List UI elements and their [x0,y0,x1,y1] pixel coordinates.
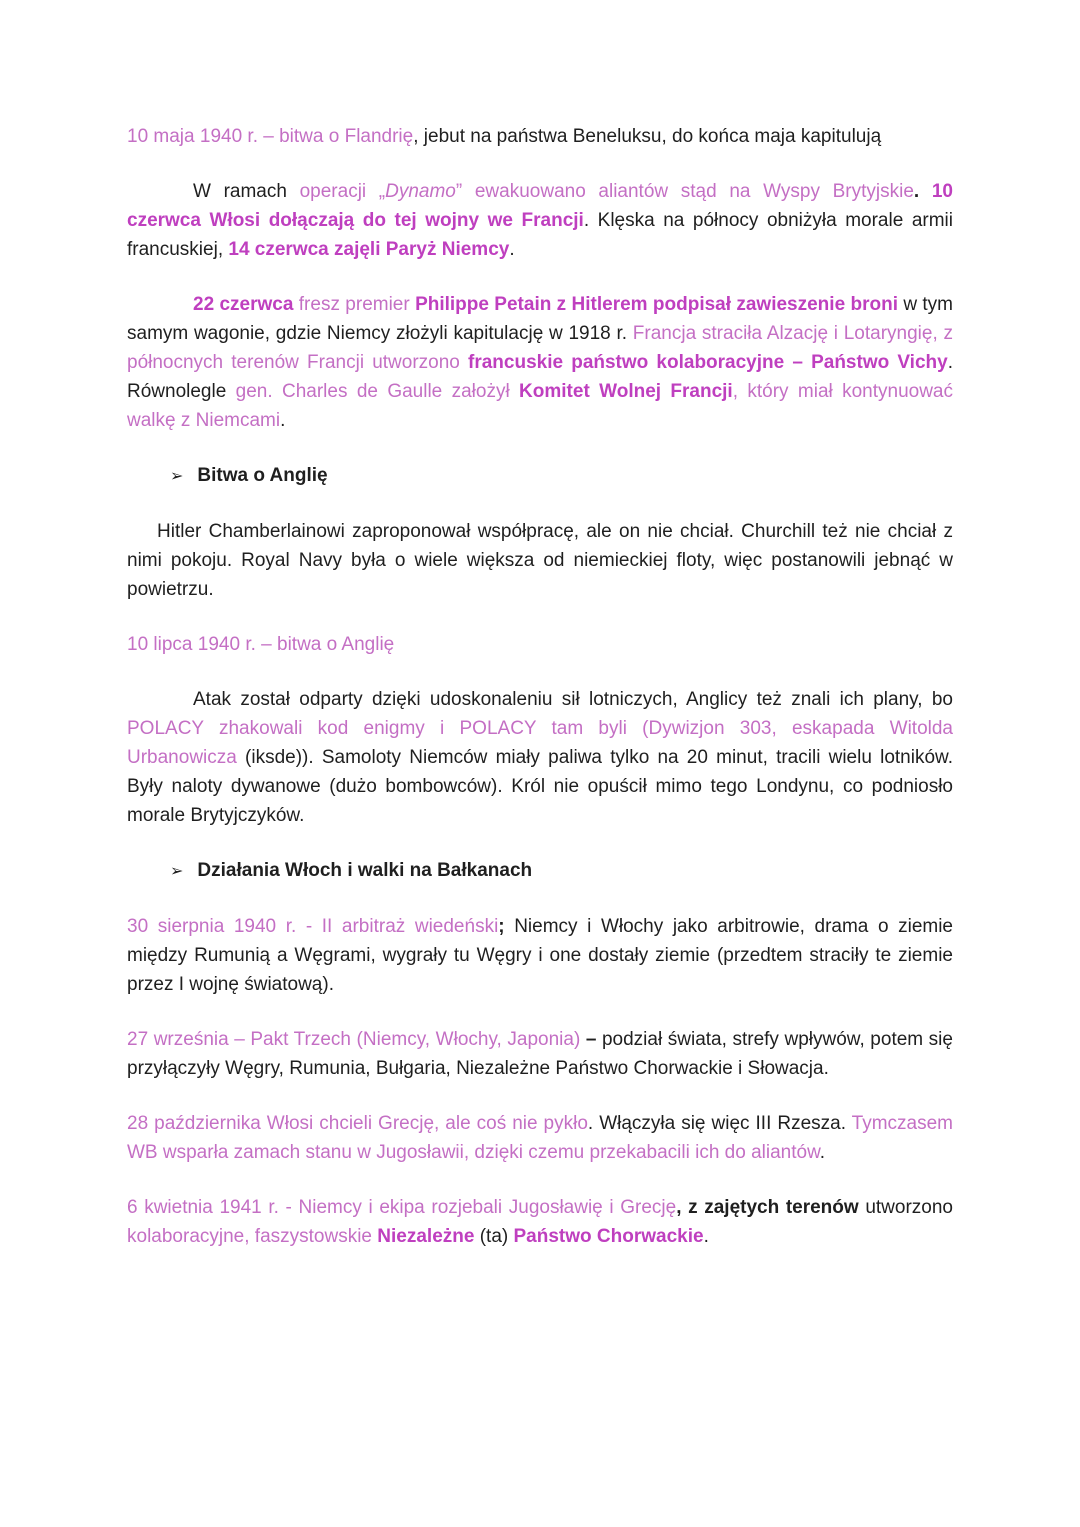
text-run: Niezależne [377,1226,480,1247]
text-run: . Klęska na północy obniżyła morale armii francuskiej, [127,210,953,260]
text-run: , jebut na państwa Beneluksu, do końca maja kapitulują [413,126,882,147]
text-run: 10 czerwca Włosi dołączają do tej wojny we Francji [127,181,953,231]
paragraph [127,177,953,264]
paragraph [127,1025,953,1083]
text-run: Działania Włoch i walki na Bałkanach [197,860,533,881]
text-run: 6 kwietnia 1941 r. - Niemcy i ekipa rozjebali Jugosławię i Grecję [127,1197,677,1218]
text-run: fresz premier [298,294,416,315]
text-run: . Włączyła się więc III Rzesza. [587,1113,852,1134]
text-run: . Równolegle [127,352,953,402]
paragraph [127,1193,953,1251]
text-run: Dynamo [385,181,456,202]
text-run: Tymczasem WB wsparła zamach stanu w Jugosławii, dzięki czemu przekabacili ich do aliantów [127,1113,953,1163]
text-run: gen. Charles de Gaulle założył [235,381,520,402]
text-run: francuskie państwo kolaboracyjne – Państwo Vichy [468,352,948,373]
paragraph [127,630,953,659]
text-run: ; [498,916,505,937]
text-run: POLACY zhakowali kod enigmy i POLACY tam byli (Dywizjon 303, eskapada Witolda Urbanowicza [127,718,953,768]
paragraph [127,1109,953,1167]
text-run: 10 maja 1940 r. – bitwa o Flandrię [127,126,414,147]
paragraph [127,912,953,999]
text-run: Niemcy i Włochy jako arbitrowie, drama o ziemie między Rumunią a Węgrami, wygrały tu Węgry i one dostały ziemie (przedtem straciły te ziemie przez I wojnę światową). [127,916,953,995]
text-run: . [280,410,286,431]
text-run: Komitet Wolnej Francji [519,381,733,402]
paragraph [127,290,953,435]
text-run: 22 czerwca [193,294,299,315]
paragraph [127,517,953,604]
text-run: , z zajętych terenów [676,1197,866,1218]
text-run: Hitler Chamberlainowi zaproponował współpracę, ale on nie chciał. Churchill też nie chciał z nimi pokoju. Royal Navy była o wiele większa od niemieckiej floty, więc postanowili jebnąć w powietrzu. [127,521,953,600]
text-run: w tym samym wagonie, gdzie Niemcy złożyli kapitulację w 1918 r. [127,294,954,344]
text-run: (ta) [479,1226,514,1247]
text-run: ” ewakuowano aliantów stąd na Wyspy Brytyjskie [455,181,914,202]
text-run: . [819,1142,826,1163]
text-run: . [509,239,515,260]
paragraph [127,685,953,830]
text-run: Państwo Chorwackie [513,1226,704,1247]
bullet-heading [170,461,953,491]
arrow-bullet-icon: ➢ [170,863,184,880]
text-run: operacji „ [299,181,386,202]
text-run: 28 października Włosi chcieli Grecję, ale coś nie pykło [127,1113,588,1134]
text-run: Philippe Petain z Hitlerem podpisał zawieszenie broni [415,294,904,315]
text-run: kolaboracyjne, faszystowskie [127,1226,378,1247]
text-run: – [585,1029,602,1050]
text-run: 14 czerwca zajęli Paryż Niemcy [228,239,510,260]
paragraph [127,122,953,151]
arrow-bullet-icon: ➢ [170,468,184,485]
text-run: W ramach [193,181,300,202]
text-run: 10 lipca 1940 r. – bitwa o Anglię [127,634,395,655]
text-run: , który miał kontynuować walkę z Niemcami [127,381,953,431]
text-run: 27 września – Pakt Trzech (Niemcy, Włochy, Japonia) [127,1029,586,1050]
text-run: podział świata, strefy wpływów, potem się przyłączyły Węgry, Rumunia, Bułgaria, Niezależne Państwo Chorwackie i Słowacja. [127,1029,953,1079]
text-run: utworzono [865,1197,953,1218]
text-run: (iksde)). Samoloty Niemców miały paliwa tylko na 20 minut, tracili wielu lotników. Były naloty dywanowe (dużo bombowców). Król nie opuścił mimo tego Londynu, co podniosło morale Brytyjczyków. [127,747,953,826]
text-run: Francja straciła Alzację i Lotaryngię, z północnych terenów Francji utworzono [127,323,953,373]
text-run: Atak został odparty dzięki udoskonaleniu sił lotniczych, Anglicy też znali ich plany, bo [193,689,953,710]
text-run: . [913,181,932,202]
text-run: 30 sierpnia 1940 r. - II arbitraż wiedeński [127,916,499,937]
text-run: Bitwa o Anglię [197,465,328,486]
text-run: . [703,1226,709,1247]
bullet-heading [170,856,953,886]
